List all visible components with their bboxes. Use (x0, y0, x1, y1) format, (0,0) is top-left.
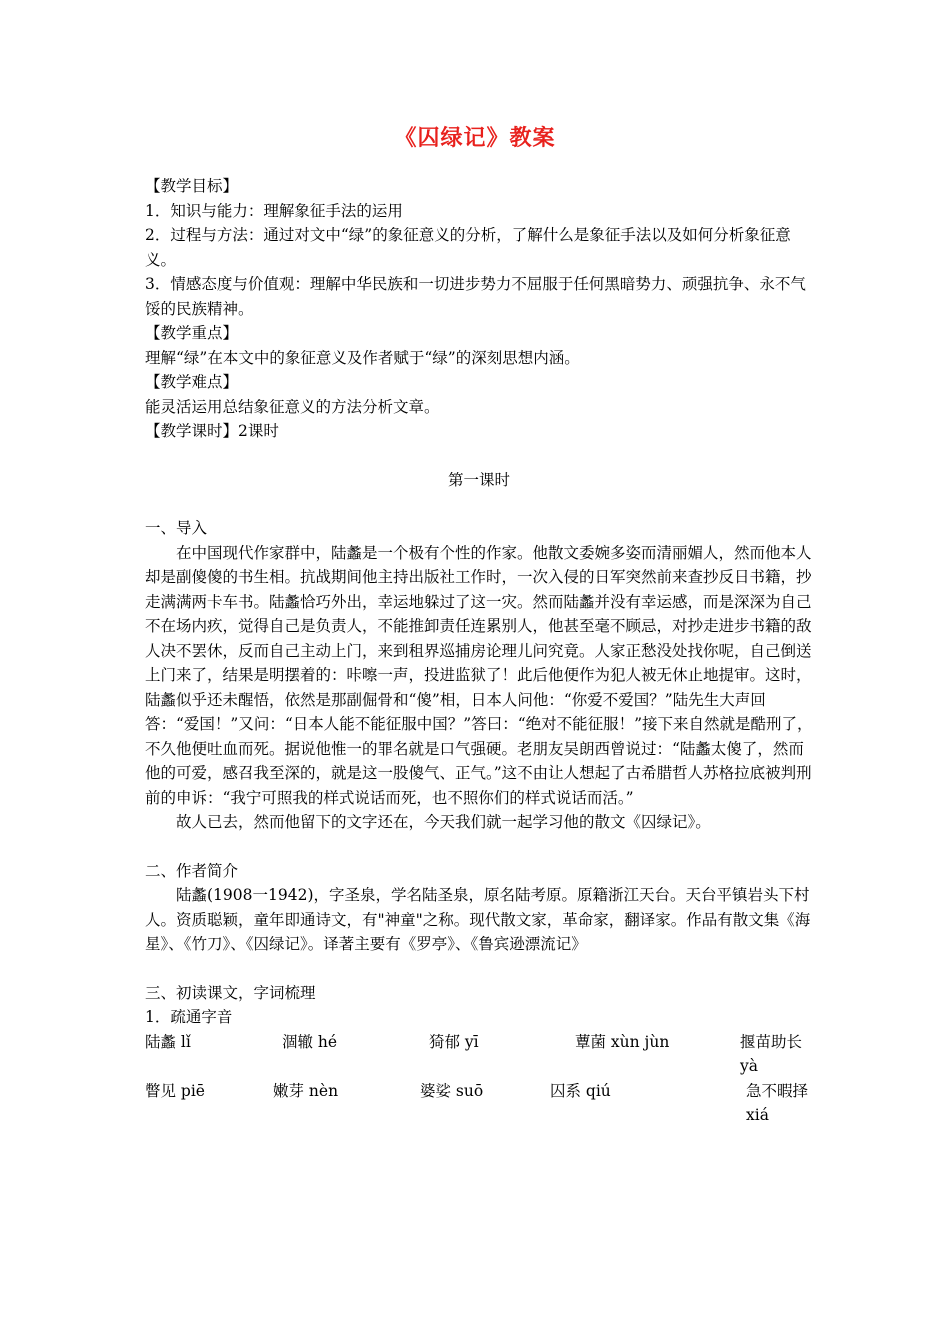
section1-heading: 一、导入 (145, 519, 208, 537)
objective-item-2: 2．过程与方法：通过对文中“绿”的象征意义的分析，了解什么是象征手法以及如何分析象征意义。 (145, 226, 791, 269)
pinyin-entry: 涸辙 hé (282, 1032, 338, 1051)
pinyin-entry: 囚系 qiú (550, 1081, 611, 1100)
objective-item-1: 1．知识与能力：理解象征手法的运用 (145, 201, 403, 220)
pinyin-entry: 婆娑 suō (420, 1081, 484, 1100)
hours-line: 【教学课时】2课时 (145, 422, 279, 440)
section3-heading: 三、初读课文，字词梳理 (145, 983, 316, 1002)
pinyin-entry: 陆蠡 lǐ (145, 1032, 191, 1051)
objective-item-3: 3．情感态度与价值观：理解中华民族和一切进步势力不屈服于任何黑暗势力、顽强抗争、永不气馁的民族精神。 (145, 275, 806, 318)
lesson-title: 第一课时 (447, 470, 510, 489)
pinyin-entry: 揠苗助长 yà (740, 1032, 803, 1075)
key-point-heading: 【教学重点】 (145, 324, 239, 342)
objectives-heading: 【教学目标】 (145, 177, 239, 195)
section2-paragraph: 陆蠡(1908一1942)，字圣泉，学名陆圣泉，原名陆考原。原籍浙江天台。天台平镇岩头下村人。资质聪颖，童年即通诗文，有"神童"之称。现代散文家，革命家，翻译家。作品有散文集《海星》、《竹刀》、《囚绿记》。译著主要有《罗亭》、《鲁宾逊漂流记》 (145, 886, 811, 953)
pinyin-entry: 蕈菌 xùn jùn (575, 1032, 670, 1051)
pinyin-entry: 嫩芽 nèn (273, 1081, 339, 1100)
difficulty-heading: 【教学难点】 (145, 373, 239, 391)
section1-paragraph-2: 故人已去，然而他留下的文字还在，今天我们就一起学习他的散文《囚绿记》。 (176, 813, 711, 831)
section1-paragraph-1: 在中国现代作家群中，陆蠡是一个极有个性的作家。他散文委婉多姿而清丽媚人，然而他本人却是副傻傻的书生相。抗战期间他主持出版社工作时，一次入侵的日军突然前来查抄反日书籍，抄走满满两卡车书。陆蠡恰巧外出，幸运地躲过了这一灾。然而陆蠡并没有幸运感，而是深深为自己不在场内疚，觉得自己是负责人，不能推卸责任连累别人，他甚至毫不顾忌，对抄走进步书籍的敌人决不罢休，反而自己主动上门，来到租界巡捕房论理儿问究竟。人家正愁没处找你呢，自己倒送上门来了，结果是明摆着的：咔嚓一声，投进监狱了！此后他便作为犯人被无休止地提审。这时，陆蠡似乎还未醒悟，依然是那副倔骨和“傻”相，日本人问他：“你爱不爱国？”陆先生大声回答：“爱国！”又问：“日本人能不能征服中国？”答曰：“绝对不能征服！”接下来自然就是酷刑了，不久他便吐血而死。据说他惟一的罪名就是口气强硬。老朋友吴朗西曾说过：“陆蠡太傻了，然而他的可爱，感召我至深的，就是这一股傻气、正气。”这不由让人想起了古希腊哲人苏格拉底被判刑前的申诉：“我宁可照我的样式说话而死，也不照你们的样式说话而活。” (145, 543, 813, 807)
pinyin-entry: 瞥见 piē (145, 1081, 205, 1100)
section3-sub-heading: 1．疏通字音 (145, 1008, 233, 1026)
pinyin-row-1 (145, 1030, 813, 1079)
document-body (145, 174, 813, 1128)
key-point-text: 理解“绿”在本文中的象征意义及作者赋于“绿”的深刻思想内涵。 (145, 348, 580, 367)
document-title: 《囚绿记》教案 (394, 125, 556, 151)
pinyin-entry: 急不暇择 xiá (746, 1081, 809, 1124)
pinyin-row-2 (145, 1079, 813, 1128)
section2-heading: 二、作者简介 (145, 861, 239, 880)
difficulty-text: 能灵活运用总结象征意义的方法分析文章。 (145, 397, 440, 416)
pinyin-entry: 猗郁 yī (429, 1032, 479, 1051)
